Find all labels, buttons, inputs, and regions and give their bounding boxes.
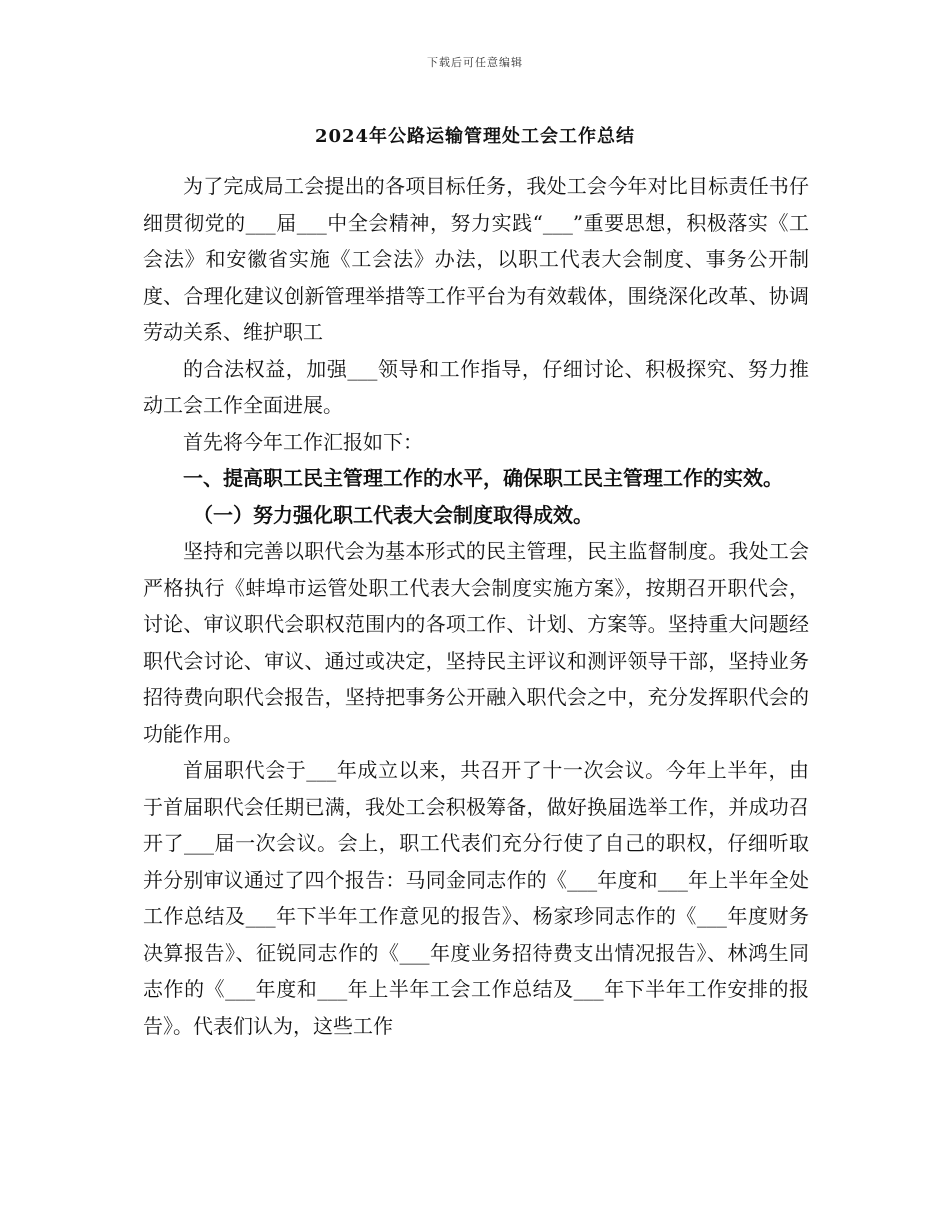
header-note: 下载后可任意编辑 <box>427 56 523 69</box>
paragraph-intro-continued: 的合法权益，加强___领导和工作指导，仔细讨论、积极探究、努力推动工会工作全面进展。 <box>143 356 809 417</box>
subsection-heading-1: （一）努力强化职工代表大会制度取得成效。 <box>193 502 593 527</box>
document-title: 2024年公路运输管理处工会工作总结 <box>314 126 636 147</box>
paragraph-intro: 为了完成局工会提出的各项目标任务，我处工会今年对比目标责任书仔细贯彻党的___届___中全会精神，努力实践“___”重要思想，积极落实《工会法》和安徽省实施《工会法》办法，以职工代表大会制度、事务公开制度、合理化建议创新管理举措等工作平台为有效载体，围绕深化改革、协调劳动关系、维护职工 <box>143 174 809 344</box>
paragraph-congress-system: 坚持和完善以职代会为基本形式的民主管理，民主监督制度。我处工会严格执行《蚌埠市运管处职工代表大会制度实施方案》，按期召开职代会，讨论、审议职代会职权范围内的各项工作、计划、方案等。坚持重大问题经职代会讨论、审议、通过或决定，坚持民主评议和测评领导干部，坚持业务招待费向职代会报告，坚持把事务公开融入职代会之中，充分发挥职代会的功能作用。 <box>143 539 809 746</box>
paragraph-first-congress: 首届职代会于___年成立以来，共召开了十一次会议。今年上半年，由于首届职代会任期已满，我处工会积极筹备，做好换届选举工作，并成功召开了___届一次会议。会上，职工代表们充分行使了自己的职权，仔细听取并分别审议通过了四个报告：马同金同志作的《___年度和___年上半年全处工作总结及___年下半年工作意见的报告》、杨家珍同志作的《___年度财务决算报告》、征锐同志作的《___年度业务招待费支出情况报告》、林鸿生同志作的《___年度和___年上半年工会工作总结及___年下半年工作安排的报告》。代表们认为，这些工作 <box>143 758 809 1038</box>
document-body <box>143 168 809 1044</box>
paragraph-report-lead: 首先将今年工作汇报如下： <box>183 429 423 454</box>
section-heading-1: 一、提高职工民主管理工作的水平，确保职工民主管理工作的实效。 <box>183 466 783 490</box>
